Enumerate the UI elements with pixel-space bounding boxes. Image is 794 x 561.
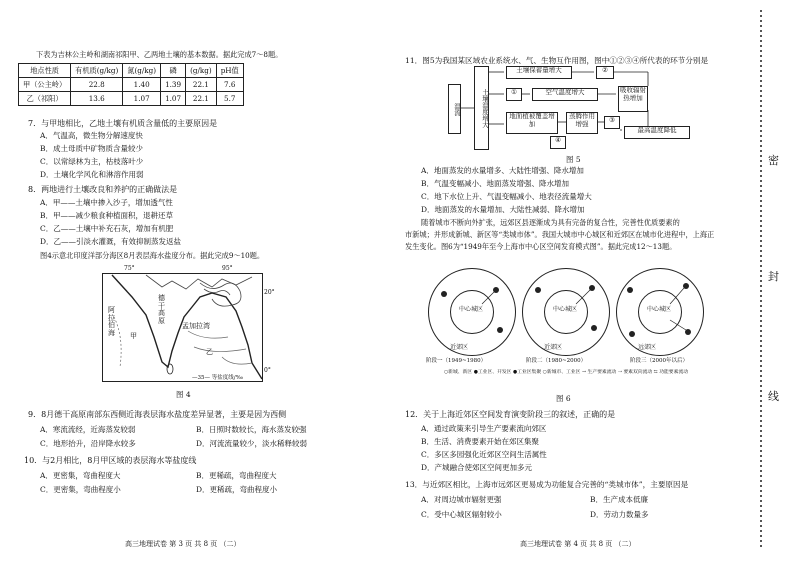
table-header-cell: pH值: [216, 64, 243, 78]
stage-1-ring-label: 近郊区: [450, 344, 469, 351]
table-cell: 甲（公主岭）: [19, 78, 71, 92]
question-7-option-a[interactable]: A．气温高，微生物分解速度快: [40, 131, 143, 140]
table-cell: 22.1: [186, 92, 217, 106]
stage-3-caption: 阶段三（2000年以后）: [630, 358, 688, 364]
question-10-option-b[interactable]: B．更稀疏，弯曲程度大: [196, 471, 277, 480]
question-9-option-c[interactable]: C．地形抬升，沿岸降水较多: [40, 439, 136, 448]
binding-label: 封: [768, 270, 779, 283]
diagram-box-soil-temp: 土壤温度增大: [474, 66, 489, 150]
question-7-stem: 7．与甲地相比，乙地土壤有机质含量低的主要原因是: [28, 119, 218, 128]
diagram-box-vegetation: 地面植被覆盖增加: [506, 112, 558, 134]
map-legend: —35— 等盐度线/‰: [192, 375, 243, 381]
table-cell: 1.39: [161, 78, 186, 92]
place-label-arabian-sea: 阿拉伯海: [108, 306, 115, 338]
table-cell: 1.07: [123, 92, 161, 106]
contour-line: [146, 275, 252, 289]
question-12-option-b[interactable]: B．生活、消费要素开始在郊区集聚: [421, 437, 540, 446]
table-row: [19, 78, 244, 92]
diagram-circle-4: ④: [550, 136, 566, 149]
question-11-option-a[interactable]: A．地面蒸发的水量增多、大陆性增强、降水增加: [421, 166, 584, 175]
question-9-option-b[interactable]: B．日照时数较长，海水蒸发较强: [196, 425, 307, 434]
question-12-option-d[interactable]: D．产城融合使郊区空间更加多元: [421, 463, 533, 472]
industrial-zone-marker: [497, 327, 503, 333]
question-10-option-d[interactable]: D．更稀疏，弯曲程度小: [196, 485, 278, 494]
figure-5-diagram: [448, 66, 698, 150]
table-cell: 22.8: [71, 78, 123, 92]
isohaline: [188, 331, 228, 338]
question-7-option-b[interactable]: B．成土母质中矿物质含量较少: [40, 144, 144, 153]
diagram-circle-1: ①: [506, 88, 522, 101]
stage-2-center-label: 中心城区: [552, 306, 577, 313]
latitude-label: 0°: [264, 367, 271, 374]
place-label-yi: 乙: [206, 348, 213, 356]
question-9-option-a[interactable]: A．寒流流经，近海蒸发较弱: [40, 425, 136, 434]
question-13-stem: 13．与近郊区相比，上海市远郊区更易成为功能复合完善的“类城市体”，主要原因是: [405, 480, 689, 489]
place-label-jia: 甲: [130, 332, 137, 340]
binding-label: 密: [768, 154, 779, 167]
table-cell: 7.6: [216, 78, 243, 92]
question-13-option-b[interactable]: B．生产成本低廉: [590, 495, 649, 504]
passage-line: 市新城；并形成新城、新区等“类城市体”。我国大城市中心城区和近郊区在城市化进程中，上海正: [405, 230, 715, 239]
place-label-deccan: 德干高原: [158, 294, 165, 326]
stage-3-center-label: 中心城区: [646, 306, 671, 313]
figure-6-markers: [420, 264, 710, 360]
figure-4-map: [102, 267, 276, 387]
question-12-option-c[interactable]: C．多区多园强化近郊区空间生活属性: [421, 450, 547, 459]
question-8-stem: 8．两地进行土壤改良和养护的正确做法是: [28, 185, 178, 194]
question-7-option-d[interactable]: D．土壤化学风化和淋溶作用弱: [40, 170, 144, 179]
question-10-option-c[interactable]: C．更密集，弯曲程度小: [40, 485, 121, 494]
table-cell: 1.07: [161, 92, 186, 106]
industrial-zone-marker: [627, 287, 633, 293]
question-8-option-b[interactable]: B．甲——减少粮食种植面积，退耕还草: [40, 211, 174, 220]
table-cell: 1.40: [123, 78, 161, 92]
diagram-circle-2: ②: [596, 66, 614, 79]
page-3-footer: 高三地理试卷 第 3 页 共 8 页 （二）: [125, 540, 241, 548]
table-header-cell: 磷: [161, 64, 186, 78]
table-cell: 5.7: [216, 92, 243, 106]
passage-line: 发生变化。图6为“1949年至今上海市中心区空间发育模式图”。据此完成12～13题。: [405, 242, 677, 251]
flow-arrow: [482, 292, 494, 304]
diagram-box-air-temp: 空气温度增大: [532, 88, 598, 101]
flow-arrow: [670, 288, 684, 304]
question-11-option-d[interactable]: D．地面蒸发的水量增加、大陆性减弱、降水增加: [421, 205, 585, 214]
stage-2-caption: 阶段二（1980~2000）: [526, 358, 587, 364]
table-header-row: [19, 64, 244, 78]
stage-1-center-label: 中心城区: [458, 306, 483, 313]
binding-dotted-line: [760, 10, 762, 550]
soil-data-table: [18, 63, 244, 106]
stage-3-ring-label: 远郊区: [638, 344, 657, 351]
diagram-box-runoff: 温流: [448, 84, 461, 134]
passage-line: 随着城市不断向外扩张，远郊区县逐渐成为具有完备的复合性，完善性优质要素的: [421, 218, 680, 227]
question-7-8-intro: 下表为吉林公主岭和湖南祁阳甲、乙两地土壤的基本数据。据此完成7～8题。: [36, 50, 283, 59]
stage-2-ring-label: 近郊区: [544, 344, 563, 351]
diagram-circle-3: ③: [604, 116, 620, 129]
binding-label: 线: [768, 390, 779, 403]
isohaline: [222, 357, 252, 364]
figure-6-diagram: [420, 264, 710, 394]
flow-arrow: [576, 290, 590, 304]
industrial-zone-marker: [441, 291, 447, 297]
table-header-cell: (g/kg): [186, 64, 217, 78]
question-13-option-c[interactable]: C．受中心城区辐射较小: [421, 510, 502, 519]
question-12-option-a[interactable]: A．通过政策来引导生产要素流向郊区: [421, 424, 547, 433]
figure-4-caption: 图 4: [176, 390, 191, 399]
question-8-option-d[interactable]: D．乙——引淡水灌溉，有效抑制蒸发返盐: [40, 237, 182, 246]
question-9-10-intro: 图4示意北印度洋部分海区8月表层海水盐度分布。据此完成9～10题。: [40, 251, 265, 260]
isohaline: [194, 347, 246, 352]
table-header-cell: 地点性质: [19, 64, 71, 78]
question-9-option-d[interactable]: D．河流流量较少，淡水稀释较弱: [196, 439, 308, 448]
diagram-box-max-temp: 最高温度降低: [624, 126, 690, 139]
diagram-box-radiation: 吸收辐射热增加: [618, 86, 648, 112]
diagram-box-soil-storage: 土壤保蓄量增大: [506, 66, 572, 79]
figure-5-caption: 图 5: [566, 155, 581, 164]
industrial-zone-marker: [535, 287, 541, 293]
longitude-label: 75°: [124, 265, 135, 272]
flow-arrow: [670, 320, 686, 330]
table-row: [19, 92, 244, 106]
industrial-zone-marker: [629, 331, 635, 337]
question-10-option-a[interactable]: A．更密集，弯曲程度大: [40, 471, 121, 480]
question-11-stem: 11．图5为我国某区域农业系统水、气、生物互作用图，图中①②③④所代表的环节分别是: [405, 56, 709, 65]
diagram-box-transpiration: 蒸腾作用增强: [566, 112, 598, 134]
sri-lanka: [167, 364, 173, 374]
question-7-option-c[interactable]: C．以常绿林为主，枯枝落叶少: [40, 157, 144, 166]
figure-6-legend: ○新城、新区 ●工业区、开发区 ●工业区集聚 ○新城市、工业区 → 生产要素流动 ⇢ 要素双向流动 ⇆ 功能要素流动: [444, 370, 688, 375]
table-cell: 13.6: [71, 92, 123, 106]
figure-6-caption: 图 6: [556, 394, 571, 403]
page-4-footer: 高三地理试卷 第 4 页 共 8 页 （二）: [520, 540, 636, 548]
question-8-option-a[interactable]: A．甲——土壤中掺入沙子，增加透气性: [40, 198, 173, 207]
question-13-option-d[interactable]: D．劳动力数量多: [590, 510, 649, 519]
question-11-option-c[interactable]: C．地下水位上升、气温变幅减小、地表径流量增大: [421, 192, 592, 201]
table-cell: 乙（祁阳）: [19, 92, 71, 106]
longitude-label: 95°: [222, 265, 233, 272]
stage-1-caption: 阶段一（1949~1980）: [426, 358, 487, 364]
industrial-zone-marker: [591, 325, 597, 331]
question-12-stem: 12．关于上海近郊区空间发育演变阶段三的叙述，正确的是: [405, 410, 616, 419]
table-header-cell: 有机质(g/kg): [71, 64, 123, 78]
question-13-option-a[interactable]: A．对周边城市辐射更强: [421, 495, 502, 504]
place-label-bay-of-bengal: 孟加拉湾: [182, 322, 210, 330]
table-cell: 22.1: [186, 78, 217, 92]
question-9-stem: 9．8月德干高原南部东西侧近海表层海水盐度差异显著，主要是因为西侧: [28, 410, 287, 419]
table-header-cell: 氮(g/kg): [123, 64, 161, 78]
question-11-option-b[interactable]: B．气温变幅减小、地面蒸发增强、降水增加: [421, 179, 570, 188]
question-8-option-c[interactable]: C．乙——土壤中补充石灰，增加有机肥: [40, 224, 174, 233]
latitude-label: 20°: [264, 289, 275, 296]
question-10-stem: 10．与2月相比，8月甲区域的表层海水等盐度线: [24, 456, 197, 465]
